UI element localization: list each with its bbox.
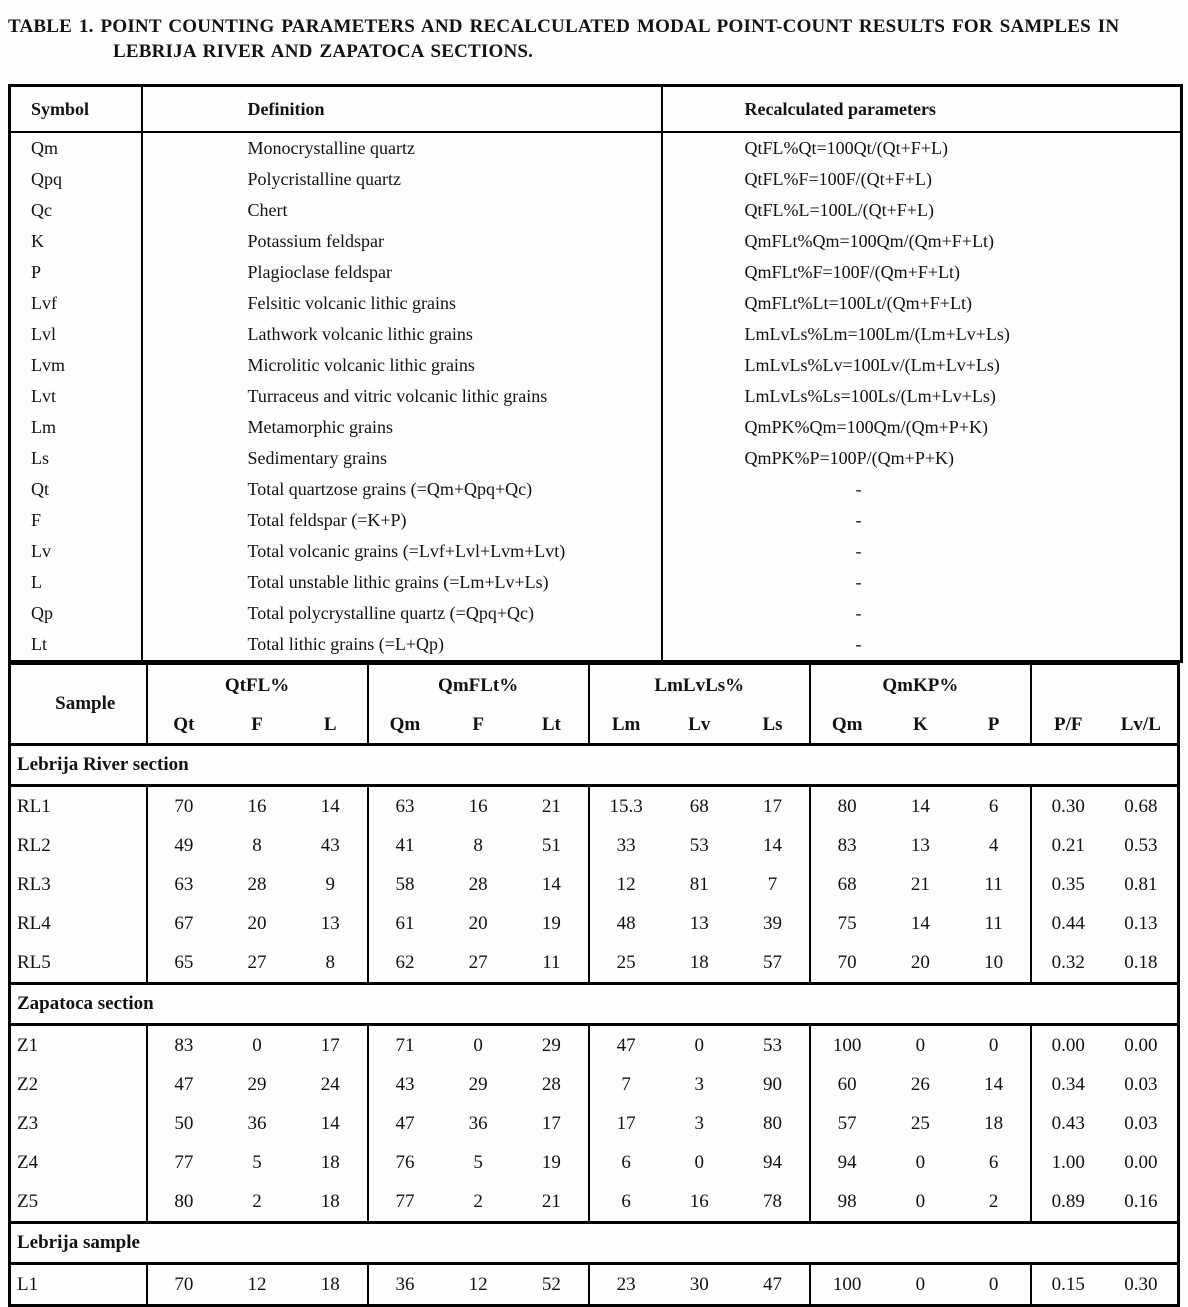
value-cell: 25 [910,1112,930,1134]
definition-cell: Potassium feldspar [142,226,662,257]
value-cell: 0.44 [1051,912,1085,934]
column-header: Lm [589,707,663,745]
sample-cell: RL3 [10,865,147,904]
column-header: P/F [1031,707,1105,745]
value-cell: 18 [294,1143,368,1182]
value-cell: 0 [915,1151,926,1173]
value-cell: 0.15 [1051,1273,1085,1295]
value-cell: 17 [294,1025,368,1066]
value-cell: 0.53 [1124,834,1158,856]
value-cell: 61 [395,912,415,934]
section-name: Lebrija sample [10,1223,1179,1264]
value-cell: 51 [515,826,589,865]
definition-row [10,164,1182,195]
value-cell: 24 [294,1065,368,1104]
definition-cell: Total volcanic grains (=Lvf+Lvl+Lvm+Lvt) [142,536,662,567]
value-cell: 70 [174,1273,194,1295]
definition-row [10,412,1182,443]
sample-column-header: Sample [10,664,147,745]
definitions-table [8,84,1183,663]
symbol-cell: P [10,257,142,288]
symbol-cell: Lvm [10,350,142,381]
value-cell: 76 [395,1151,415,1173]
section-name: Lebrija River section [10,745,1179,786]
value-cell: 8 [252,834,262,856]
sample-cell: RL1 [10,786,147,827]
value-cell: 18 [294,1264,368,1306]
value-cell: 0 [252,1034,262,1056]
value-cell: 68 [689,795,709,817]
value-cell: 11 [957,904,1031,943]
group-header: QmFLt% [368,664,589,707]
value-cell: 94 [736,1143,810,1182]
column-header: Qm [810,707,884,745]
value-cell: 0 [915,1190,926,1212]
value-cell: 36 [395,1273,415,1295]
value-cell: 0.00 [1051,1034,1085,1056]
value-cell: 0.13 [1124,912,1158,934]
value-cell: 20 [247,912,267,934]
definition-row [10,567,1182,598]
column-header: K [884,707,958,745]
section-row [10,1223,1179,1264]
recalculated-cell: - [855,541,862,561]
group-header-row [10,664,1179,707]
symbol-cell: K [10,226,142,257]
value-cell: 12 [468,1273,488,1295]
sample-row [10,1264,1179,1306]
table-caption [8,14,1178,64]
value-cell: 15.3 [609,795,643,817]
value-cell: 27 [247,951,267,973]
value-cell: 2 [252,1190,262,1212]
value-cell: 21 [515,786,589,827]
value-cell: 6 [621,1190,631,1212]
symbol-cell: Lvf [10,288,142,319]
definition-row [10,381,1182,412]
sample-row [10,826,1179,865]
sample-cell: Z5 [10,1182,147,1223]
definition-cell: Total unstable lithic grains (=Lm+Lv+Ls) [142,567,662,598]
value-cell: 9 [294,865,368,904]
value-cell: 19 [515,904,589,943]
recalculated-column-header: Recalculated parameters [662,86,1182,133]
symbol-cell: F [10,505,142,536]
symbol-cell: L [10,567,142,598]
value-cell: 0.21 [1051,834,1085,856]
value-cell: 26 [910,1073,930,1095]
definition-row [10,132,1182,164]
section-row [10,984,1179,1025]
value-cell: 0.35 [1051,873,1085,895]
value-cell: 14 [910,795,930,817]
value-cell: 0.00 [1124,1151,1158,1173]
definition-row [10,536,1182,567]
sample-cell: RL4 [10,904,147,943]
value-cell: 80 [174,1190,194,1212]
column-header: Ls [736,707,810,745]
sample-row [10,904,1179,943]
value-cell: 6 [957,1143,1031,1182]
symbol-cell: Qm [10,132,142,164]
recalculated-cell: LmLvLs%Ls=100Ls/(Lm+Lv+Ls) [744,386,996,406]
definitions-header-row [10,86,1182,133]
definition-row [10,474,1182,505]
value-cell: 57 [837,1112,857,1134]
definition-row [10,443,1182,474]
value-cell: 27 [468,951,488,973]
definition-row [10,257,1182,288]
value-cell: 0 [915,1034,926,1056]
definition-row [10,629,1182,662]
definition-cell: Total polycrystalline quartz (=Qpq+Qc) [142,598,662,629]
value-cell: 52 [515,1264,589,1306]
recalculated-cell: - [855,603,862,623]
group-header: LmLvLs% [589,664,810,707]
value-cell: 53 [689,834,709,856]
value-cell: 12 [247,1273,267,1295]
value-cell: 53 [736,1025,810,1066]
sample-row [10,786,1179,827]
recalculated-cell: QtFL%F=100F/(Qt+F+L) [744,169,932,189]
value-cell: 0.30 [1051,795,1085,817]
value-cell: 17 [616,1112,636,1134]
symbol-cell: Ls [10,443,142,474]
column-header: L [294,707,368,745]
value-cell: 8 [294,943,368,984]
value-cell: 3 [694,1073,705,1095]
sample-row [10,1104,1179,1143]
symbol-cell: Lv [10,536,142,567]
symbol-cell: Qpq [10,164,142,195]
value-cell: 48 [616,912,636,934]
value-cell: 16 [689,1190,709,1212]
definition-row [10,288,1182,319]
value-cell: 70 [174,795,194,817]
value-cell: 28 [468,873,488,895]
recalculated-cell: - [855,479,862,499]
value-cell: 17 [515,1104,589,1143]
value-cell: 8 [473,834,483,856]
value-cell: 13 [910,834,930,856]
value-cell: 7 [736,865,810,904]
value-cell: 0.34 [1051,1073,1085,1095]
definition-row [10,598,1182,629]
recalculated-cell: QmPK%Qm=100Qm/(Qm+P+K) [744,417,988,437]
sample-row [10,1065,1179,1104]
sample-cell: Z3 [10,1104,147,1143]
sample-row [10,1182,1179,1223]
symbol-column-header: Symbol [10,86,142,133]
symbol-cell: Lvt [10,381,142,412]
sample-cell: L1 [10,1264,147,1306]
value-cell: 68 [837,873,857,895]
value-cell: 100 [832,1273,862,1295]
table-caption-line1: TABLE 1. POINT COUNTING PARAMETERS AND RECALCULATED MODAL POINT-COUNT RESULTS FOR SAMPLES IN [8,16,1120,37]
value-cell: 63 [174,873,194,895]
value-cell: 7 [621,1073,631,1095]
value-cell: 18 [689,951,709,973]
value-cell: 47 [174,1073,194,1095]
value-cell: 0 [915,1273,926,1295]
value-cell: 2 [957,1182,1031,1223]
recalculated-cell: QmPK%P=100P/(Qm+P+K) [744,448,954,468]
value-cell: 0.30 [1124,1273,1158,1295]
value-cell: 80 [736,1104,810,1143]
value-cell: 81 [689,873,709,895]
results-table [8,663,1180,1307]
column-header: F [441,707,515,745]
value-cell: 28 [515,1065,589,1104]
value-cell: 75 [837,912,857,934]
value-cell: 100 [832,1034,862,1056]
value-cell: 28 [247,873,267,895]
value-cell: 14 [294,786,368,827]
group-header [1031,664,1179,707]
value-cell: 12 [616,873,636,895]
value-cell: 21 [910,873,930,895]
value-cell: 18 [957,1104,1031,1143]
column-header: Lv [662,707,736,745]
value-cell: 63 [395,795,415,817]
value-cell: 13 [294,904,368,943]
value-cell: 67 [174,912,194,934]
definition-cell: Plagioclase feldspar [142,257,662,288]
value-cell: 0 [473,1034,483,1056]
value-cell: 94 [837,1151,857,1173]
definition-cell: Polycristalline quartz [142,164,662,195]
value-cell: 0.89 [1051,1190,1085,1212]
recalculated-cell: QtFL%L=100L/(Qt+F+L) [744,200,934,220]
value-cell: 0 [694,1151,705,1173]
value-cell: 5 [252,1151,262,1173]
definition-row [10,226,1182,257]
column-header: Qm [368,707,442,745]
symbol-cell: Lt [10,629,142,662]
definition-row [10,195,1182,226]
value-cell: 0.16 [1124,1190,1158,1212]
value-cell: 0 [694,1034,705,1056]
value-cell: 25 [616,951,636,973]
definition-cell: Total feldspar (=K+P) [142,505,662,536]
value-cell: 41 [395,834,415,856]
column-header: Qt [147,707,221,745]
value-cell: 60 [837,1073,857,1095]
value-cell: 80 [837,795,857,817]
value-cell: 0.43 [1051,1112,1085,1134]
value-cell: 47 [736,1264,810,1306]
value-cell: 11 [957,865,1031,904]
group-header: QmKP% [810,664,1031,707]
value-cell: 14 [957,1065,1031,1104]
value-cell: 0.03 [1124,1112,1158,1134]
definition-cell: Monocrystalline quartz [142,132,662,164]
value-cell: 0 [957,1025,1031,1066]
value-cell: 90 [736,1065,810,1104]
value-cell: 0.18 [1124,951,1158,973]
value-cell: 0.32 [1051,951,1085,973]
value-cell: 71 [395,1034,415,1056]
recalculated-cell: - [855,510,862,530]
value-cell: 10 [957,943,1031,984]
value-cell: 14 [736,826,810,865]
value-cell: 50 [174,1112,194,1134]
definition-cell: Total lithic grains (=L+Qp) [142,629,662,662]
value-cell: 58 [395,873,415,895]
value-cell: 14 [910,912,930,934]
sample-cell: RL5 [10,943,147,984]
definition-cell: Metamorphic grains [142,412,662,443]
value-cell: 77 [174,1151,194,1173]
value-cell: 62 [395,951,415,973]
definition-cell: Turraceus and vitric volcanic lithic grains [142,381,662,412]
value-cell: 4 [957,826,1031,865]
value-cell: 5 [473,1151,483,1173]
value-cell: 16 [468,795,488,817]
value-cell: 13 [689,912,709,934]
value-cell: 83 [837,834,857,856]
sample-row [10,1025,1179,1066]
sample-cell: Z1 [10,1025,147,1066]
definition-cell: Felsitic volcanic lithic grains [142,288,662,319]
value-cell: 29 [515,1025,589,1066]
value-cell: 21 [515,1182,589,1223]
value-cell: 16 [247,795,267,817]
value-cell: 0.00 [1124,1034,1158,1056]
value-cell: 36 [468,1112,488,1134]
sample-cell: RL2 [10,826,147,865]
recalculated-cell: - [855,634,862,654]
value-cell: 70 [837,951,857,973]
value-cell: 49 [174,834,194,856]
definition-cell: Sedimentary grains [142,443,662,474]
value-cell: 2 [473,1190,483,1212]
recalculated-cell: QmFLt%F=100F/(Qm+F+Lt) [744,262,960,282]
recalculated-cell: QtFL%Qt=100Qt/(Qt+F+L) [744,138,948,158]
value-cell: 0.81 [1124,873,1158,895]
value-cell: 18 [294,1182,368,1223]
sample-cell: Z2 [10,1065,147,1104]
value-cell: 29 [247,1073,267,1095]
sample-row [10,865,1179,904]
definition-row [10,505,1182,536]
value-cell: 83 [174,1034,194,1056]
column-header: Lv/L [1105,707,1179,745]
recalculated-cell: LmLvLs%Lm=100Lm/(Lm+Lv+Ls) [744,324,1010,344]
value-cell: 0.03 [1124,1073,1158,1095]
definition-cell: Total quartzose grains (=Qm+Qpq+Qc) [142,474,662,505]
column-header: F [220,707,294,745]
value-cell: 14 [515,865,589,904]
value-cell: 43 [294,826,368,865]
symbol-cell: Qt [10,474,142,505]
value-cell: 1.00 [1051,1151,1085,1173]
sample-cell: Z4 [10,1143,147,1182]
value-cell: 0.68 [1124,795,1158,817]
value-cell: 47 [395,1112,415,1134]
symbol-cell: Lm [10,412,142,443]
value-cell: 11 [515,943,589,984]
value-cell: 23 [616,1273,636,1295]
definition-row [10,319,1182,350]
value-cell: 77 [395,1190,415,1212]
definition-cell: Lathwork volcanic lithic grains [142,319,662,350]
recalculated-cell: - [855,572,862,592]
sample-row [10,943,1179,984]
column-header: P [957,707,1031,745]
recalculated-cell: QmFLt%Lt=100Lt/(Qm+F+Lt) [744,293,972,313]
value-cell: 20 [910,951,930,973]
value-cell: 36 [247,1112,267,1134]
symbol-cell: Qc [10,195,142,226]
value-cell: 0 [957,1264,1031,1306]
section-name: Zapatoca section [10,984,1179,1025]
section-row [10,745,1179,786]
value-cell: 6 [621,1151,631,1173]
recalculated-cell: QmFLt%Qm=100Qm/(Qm+F+Lt) [744,231,994,251]
value-cell: 30 [689,1273,709,1295]
value-cell: 47 [616,1034,636,1056]
value-cell: 57 [736,943,810,984]
value-cell: 14 [294,1104,368,1143]
value-cell: 29 [468,1073,488,1095]
table-caption-line2: LEBRIJA RIVER AND ZAPATOCA SECTIONS. [113,41,534,62]
value-cell: 6 [957,786,1031,827]
value-cell: 20 [468,912,488,934]
definition-row [10,350,1182,381]
value-cell: 17 [736,786,810,827]
definition-column-header: Definition [142,86,662,133]
value-cell: 65 [174,951,194,973]
value-cell: 98 [837,1190,857,1212]
value-cell: 43 [395,1073,415,1095]
value-cell: 19 [515,1143,589,1182]
group-header: QtFL% [147,664,368,707]
definition-cell: Chert [142,195,662,226]
value-cell: 3 [694,1112,705,1134]
sub-header-row [10,707,1179,745]
column-header: Lt [515,707,589,745]
value-cell: 39 [736,904,810,943]
value-cell: 78 [736,1182,810,1223]
symbol-cell: Lvl [10,319,142,350]
symbol-cell: Qp [10,598,142,629]
sample-row [10,1143,1179,1182]
value-cell: 33 [616,834,636,856]
definition-cell: Microlitic volcanic lithic grains [142,350,662,381]
recalculated-cell: LmLvLs%Lv=100Lv/(Lm+Lv+Ls) [744,355,1000,375]
